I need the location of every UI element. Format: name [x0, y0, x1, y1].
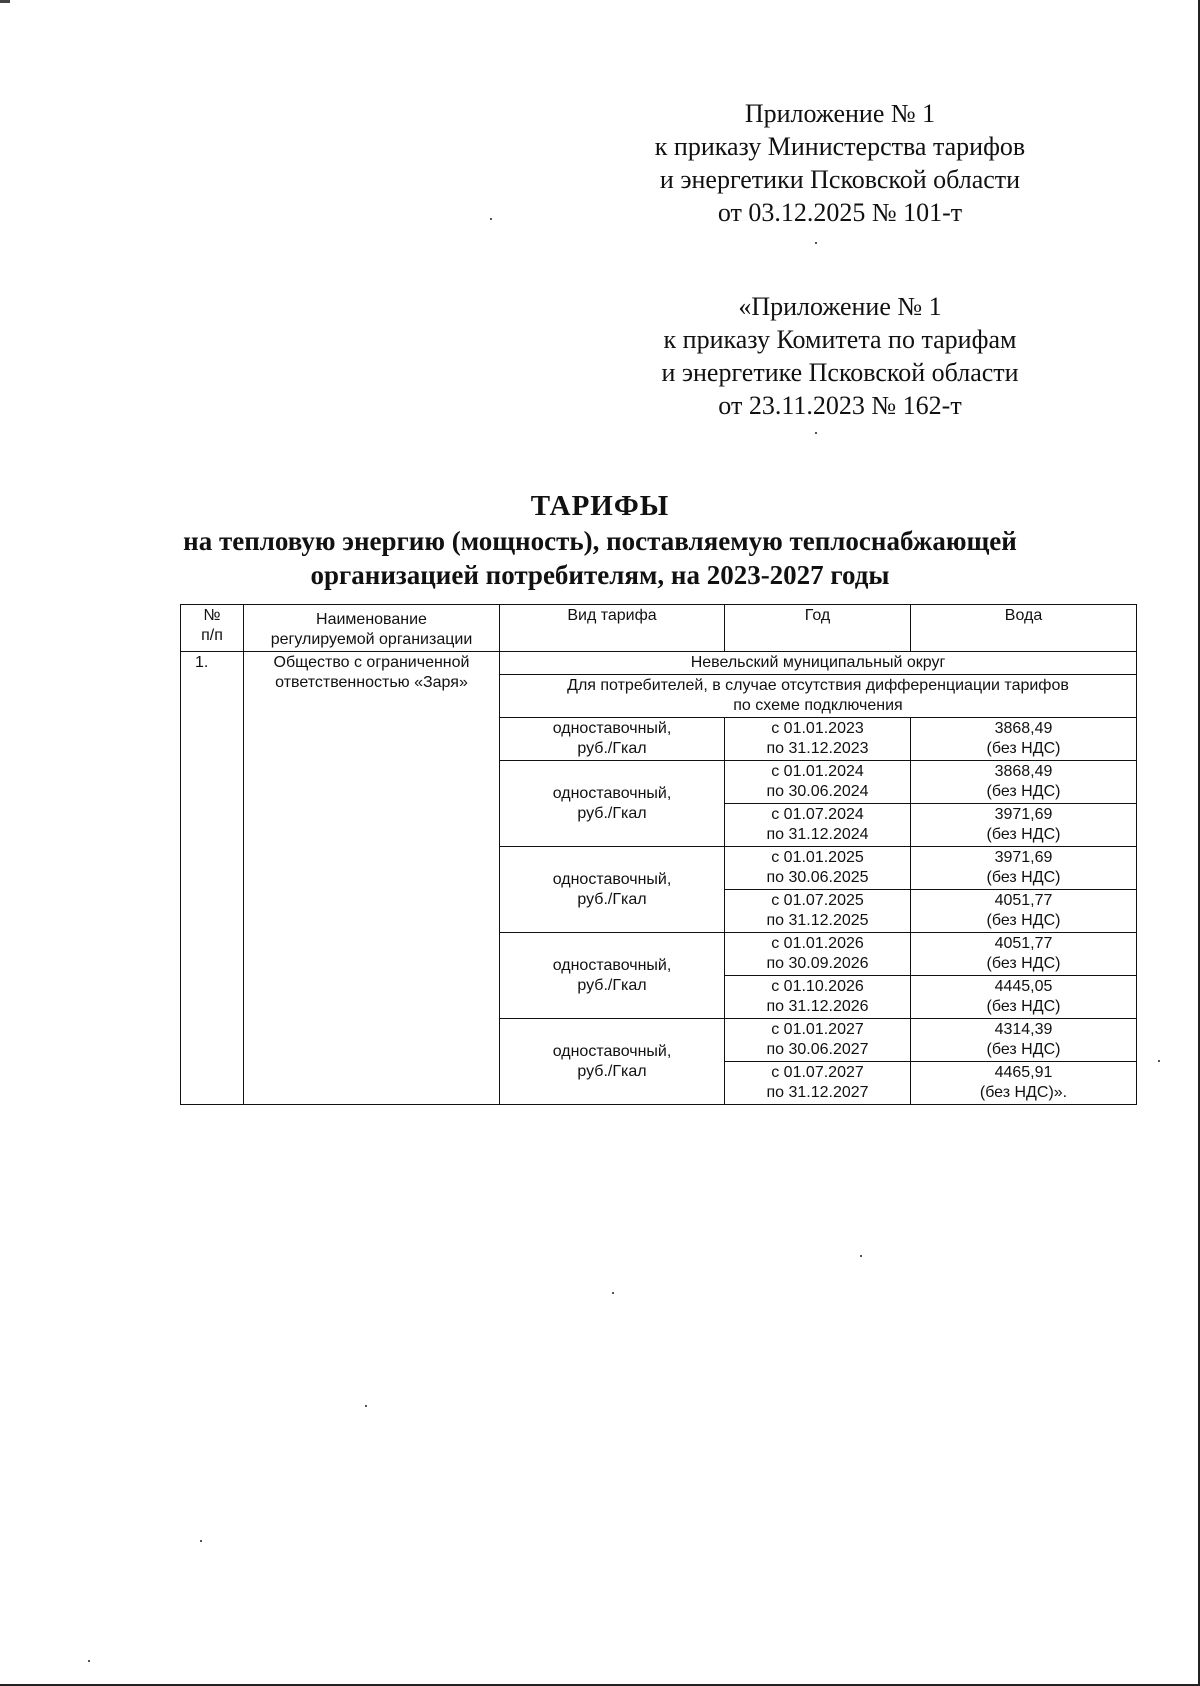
title-subtitle-line: на тепловую энергию (мощность), поставляемую теплоснабжающей [183, 526, 1017, 556]
tariff-type: одноставочный, руб./Гкал [500, 1019, 725, 1105]
table-header-row [181, 605, 1137, 652]
appendix-current-line: Приложение № 1 [744, 99, 936, 128]
appendix-current [620, 97, 1060, 229]
title-subtitle-line: организацией потребителям, на 2023-2027 годы [310, 560, 890, 590]
document-title [150, 488, 1050, 592]
row-number: 1. [181, 652, 244, 1105]
title-main: ТАРИФЫ [530, 490, 670, 522]
tariff-water-value: 4314,39 (без НДС) [911, 1019, 1137, 1062]
tariff-period: с 01.10.2026 по 31.12.2026 [725, 976, 911, 1019]
tariff-type: одноставочный, руб./Гкал [500, 718, 725, 761]
tariff-water-value: 3971,69 (без НДС) [911, 847, 1137, 890]
header-water: Вода [911, 605, 1137, 652]
scan-speck [200, 1540, 202, 1542]
tariff-water-value: 4051,77 (без НДС) [911, 933, 1137, 976]
tariff-water-value: 4051,77 (без НДС) [911, 890, 1137, 933]
scan-speck [815, 242, 817, 244]
header-year: Год [725, 605, 911, 652]
scan-speck [815, 432, 817, 434]
tariff-type: одноставочный, руб./Гкал [500, 847, 725, 933]
header-organization: Наименование регулируемой организации [244, 605, 500, 652]
appendix-original-line: к приказу Комитета по тарифам [663, 325, 1017, 354]
consumers-note: Для потребителей, в случае отсутствия дифференциации тарифов по схеме подключения [500, 675, 1137, 718]
tariffs-table [180, 604, 1137, 1105]
appendix-original-line: и энергетике Псковской области [661, 358, 1019, 387]
tariff-type: одноставочный, руб./Гкал [500, 761, 725, 847]
tariff-water-value: 3868,49 (без НДС) [911, 761, 1137, 804]
scan-edge-top [0, 0, 10, 3]
tariff-water-value: 4465,91 (без НДС)». [911, 1062, 1137, 1105]
tariff-type: одноставочный, руб./Гкал [500, 933, 725, 1019]
organization-name: Общество с ограниченной ответственностью «Заря» [244, 652, 500, 1105]
scan-speck [88, 1660, 90, 1662]
scan-speck [612, 1292, 614, 1294]
appendix-current-line: к приказу Министерства тарифов [654, 132, 1026, 161]
tariff-period: с 01.01.2024 по 30.06.2024 [725, 761, 911, 804]
tariff-period: с 01.07.2027 по 31.12.2027 [725, 1062, 911, 1105]
header-tariff-type: Вид тарифа [500, 605, 725, 652]
scan-speck [1158, 1060, 1160, 1062]
tariff-period: с 01.01.2025 по 30.06.2025 [725, 847, 911, 890]
tariff-period: с 01.07.2024 по 31.12.2024 [725, 804, 911, 847]
scan-speck [860, 1255, 862, 1257]
tariff-water-value: 3868,49 (без НДС) [911, 718, 1137, 761]
tariff-water-value: 3971,69 (без НДС) [911, 804, 1137, 847]
header-number: № п/п [181, 605, 244, 652]
tariff-water-value: 4445,05 (без НДС) [911, 976, 1137, 1019]
tariff-period: с 01.01.2027 по 30.06.2027 [725, 1019, 911, 1062]
appendix-original-line: от 23.11.2023 № 162-т [718, 391, 962, 420]
district-name: Невельский муниципальный округ [500, 652, 1137, 675]
tariff-period: с 01.07.2025 по 31.12.2025 [725, 890, 911, 933]
tariff-period: с 01.01.2026 по 30.09.2026 [725, 933, 911, 976]
table-row-district [181, 652, 1137, 675]
tariff-period: с 01.01.2023 по 31.12.2023 [725, 718, 911, 761]
appendix-current-line: и энергетики Псковской области [659, 165, 1021, 194]
appendix-original-line: «Приложение № 1 [738, 292, 942, 321]
scan-speck [490, 218, 492, 220]
appendix-original [620, 290, 1060, 422]
scan-speck [365, 1405, 367, 1407]
appendix-current-line: от 03.12.2025 № 101-т [717, 198, 963, 227]
